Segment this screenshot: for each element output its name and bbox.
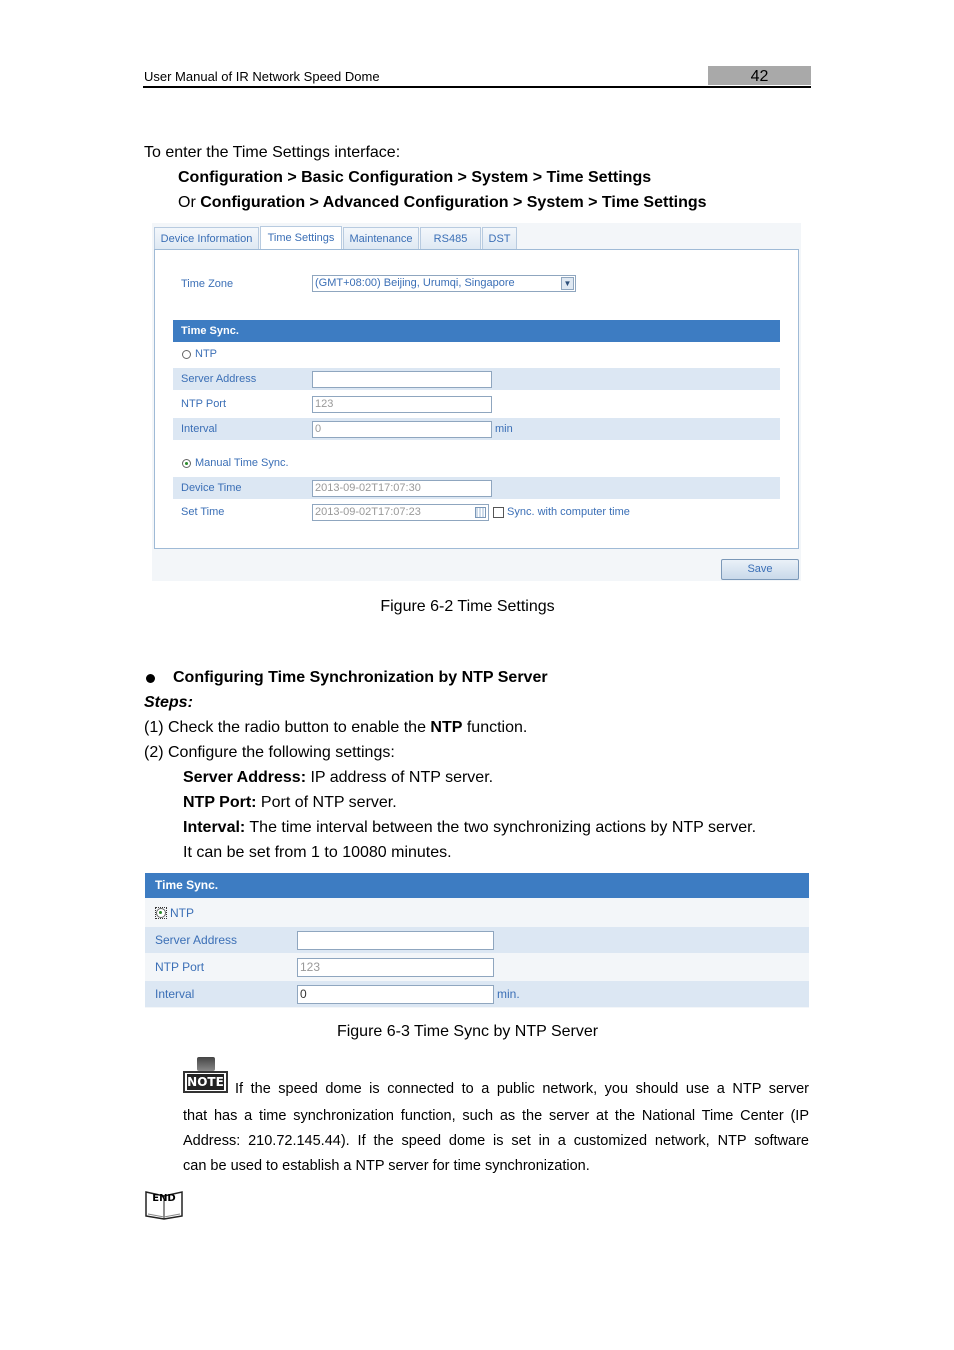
- tab-time-settings[interactable]: Time Settings: [260, 226, 342, 250]
- page-number: 42: [708, 66, 811, 85]
- step-1-bold: NTP: [430, 719, 463, 736]
- server-address-input[interactable]: [312, 371, 492, 388]
- server-address-desc: [183, 765, 493, 790]
- note-line-2: that has a time synchronization function, such as the server at the National Time Center (IP: [183, 1108, 809, 1124]
- interval-term: Interval:: [183, 819, 246, 836]
- tab-dst[interactable]: DST: [482, 227, 517, 249]
- note-line-4: can be used to establish a NTP server for time synchronization.: [183, 1158, 590, 1174]
- ntp-label: NTP: [195, 348, 217, 360]
- bullet-icon: [146, 674, 155, 683]
- steps-label: Steps:: [144, 694, 193, 711]
- time-zone-select[interactable]: [312, 275, 576, 292]
- ntp-port-term: NTP Port:: [183, 794, 257, 811]
- ntp-port-desc: [183, 790, 397, 815]
- step-2: (2) Configure the following settings:: [144, 744, 395, 761]
- figure-6-2-caption: Figure 6-2 Time Settings: [380, 598, 555, 615]
- end-icon-text: END: [152, 1193, 176, 1204]
- ntp-port-input-2[interactable]: 123: [297, 958, 494, 977]
- header-rule: [143, 86, 811, 88]
- server-address-term: Server Address:: [183, 769, 307, 786]
- ntp-radio-2[interactable]: [156, 908, 166, 918]
- server-address-text: IP address of NTP server.: [306, 769, 494, 786]
- set-time-value: 2013-09-02T17:07:23: [315, 506, 421, 518]
- calendar-icon[interactable]: [475, 507, 486, 518]
- section-heading: Configuring Time Synchronization by NTP Server: [173, 669, 548, 686]
- set-time-label: Set Time: [181, 506, 225, 518]
- device-time-input: 2013-09-02T17:07:30: [312, 480, 492, 497]
- interval-text: The time interval between the two synchronizing actions by NTP server.: [245, 819, 757, 836]
- server-address-label-2: Server Address: [155, 933, 238, 947]
- note-line-1: If the speed dome is connected to a public network, you should use a NTP server: [235, 1081, 809, 1097]
- interval-unit-2: min.: [497, 987, 520, 1001]
- step-1-text: (1) Check the radio button to enable the: [144, 719, 431, 736]
- set-time-input[interactable]: [312, 504, 489, 521]
- step-1-end: function.: [462, 719, 528, 736]
- menu-path-advanced: Configuration > Advanced Configuration > System > Time Settings: [200, 194, 707, 211]
- interval-desc-2: It can be set from 1 to 10080 minutes.: [183, 844, 452, 861]
- server-address-label: Server Address: [181, 373, 257, 385]
- tab-device-information[interactable]: Device Information: [154, 227, 259, 249]
- header-title: User Manual of IR Network Speed Dome: [144, 69, 380, 84]
- ntp-port-text: Port of NTP server.: [256, 794, 397, 811]
- note-icon-text: NOTE: [187, 1075, 224, 1089]
- manual-time-sync-label: Manual Time Sync.: [195, 457, 289, 469]
- interval-unit: min: [495, 423, 513, 435]
- time-sync-section-bar-2: Time Sync.: [145, 873, 809, 898]
- sync-computer-time-label: Sync. with computer time: [507, 506, 630, 518]
- or-text: Or: [178, 194, 196, 211]
- intro-line: To enter the Time Settings interface:: [144, 144, 401, 161]
- tab-rs485[interactable]: RS485: [420, 227, 481, 249]
- manual-time-sync-radio[interactable]: [182, 459, 191, 468]
- step-1: [144, 715, 527, 740]
- ntp-port-label: NTP Port: [181, 398, 227, 410]
- interval-label-2: Interval: [155, 987, 195, 1001]
- ntp-label-2: NTP: [170, 906, 194, 920]
- menu-path-basic: Configuration > Basic Configuration > System > Time Settings: [178, 169, 652, 186]
- time-sync-section-bar: Time Sync.: [173, 320, 780, 342]
- interval-input-2[interactable]: 0: [297, 985, 494, 1004]
- server-address-input-2[interactable]: [297, 931, 494, 950]
- ntp-port-input[interactable]: 123: [312, 396, 492, 413]
- sync-computer-time-checkbox[interactable]: [493, 507, 504, 518]
- interval-desc: [183, 815, 756, 840]
- end-icon: [144, 1186, 184, 1220]
- ntp-radio[interactable]: [182, 350, 191, 359]
- menu-path-advanced-line: [178, 190, 707, 215]
- save-button[interactable]: Save: [721, 559, 799, 580]
- interval-input[interactable]: 0: [312, 421, 492, 438]
- figure-6-3-caption: Figure 6-3 Time Sync by NTP Server: [336, 1023, 599, 1040]
- tab-maintenance[interactable]: Maintenance: [343, 227, 419, 249]
- chevron-down-icon[interactable]: ▼: [561, 277, 574, 290]
- ntp-port-label-2: NTP Port: [155, 960, 205, 974]
- interval-label: Interval: [181, 423, 218, 435]
- device-time-label: Device Time: [181, 482, 242, 494]
- note-line-3: Address: 210.72.145.44). If the speed dome is set in a customized network, NTP software: [183, 1133, 809, 1149]
- time-zone-value: (GMT+08:00) Beijing, Urumqi, Singapore: [315, 277, 515, 289]
- time-zone-label: Time Zone: [181, 278, 234, 290]
